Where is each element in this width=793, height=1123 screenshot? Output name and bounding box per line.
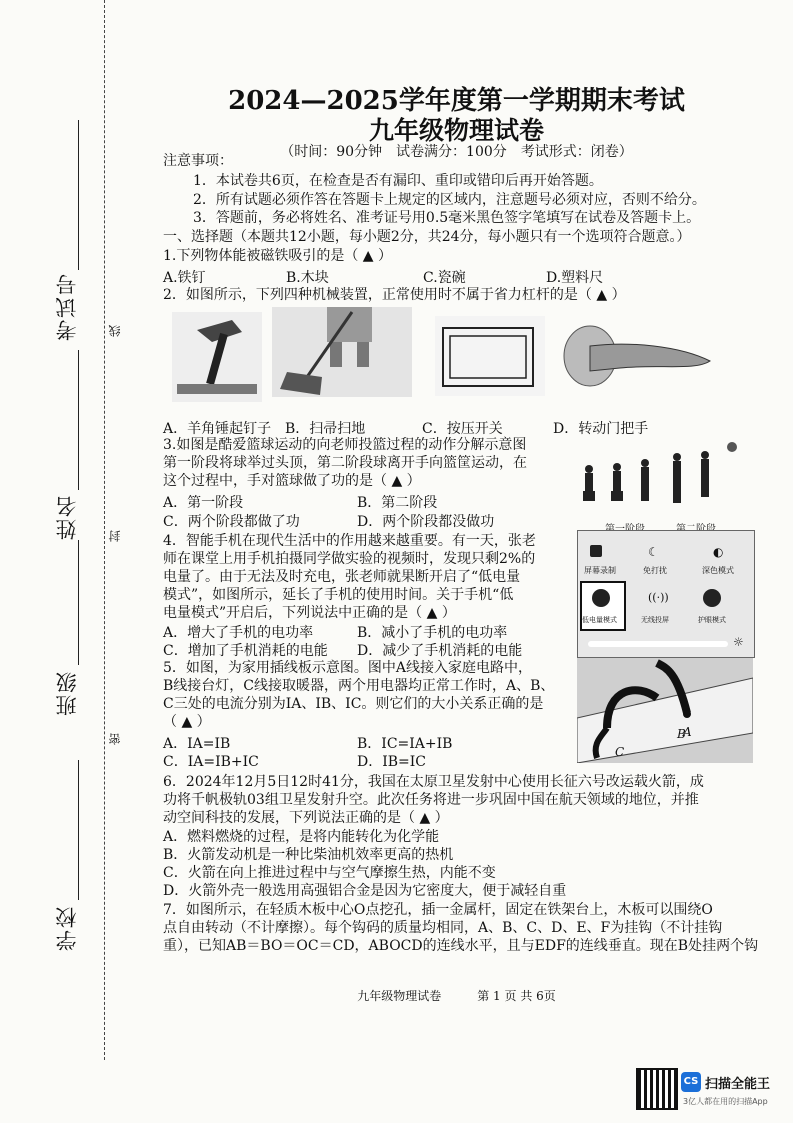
record-icon <box>590 545 602 557</box>
question-3-option-d: D．两个阶段都没做功 <box>357 514 495 530</box>
question-3-line: 第一阶段将球举过头顶，第二阶段球离开手向篮筐运动，在 <box>163 455 527 471</box>
question-5-line: C三处的电流分别为IA、IB、IC。则它们的大小关系正确的是 <box>163 696 544 712</box>
question-2-option-a: A．羊角锤起钉子 <box>163 421 272 437</box>
question-1-option-b: B.木块 <box>286 270 329 286</box>
question-4-option-b: B．减小了手机的电功率 <box>357 625 508 641</box>
question-4-line: 电量模式”开启后，下列说法中正确的是（ ▲ ） <box>163 605 456 621</box>
question-6-option-b: B．火箭发动机是一种比柴油机效率更高的热机 <box>163 847 454 863</box>
figure-label-b: B <box>677 727 686 741</box>
seal-mark-secret: 密 <box>108 733 122 745</box>
question-2-option-c: C．按压开关 <box>422 421 503 437</box>
qr-code-icon <box>636 1068 678 1110</box>
question-1-option-c: C.瓷碗 <box>423 270 466 286</box>
hammer-figure <box>172 312 262 402</box>
question-1-option-d: D.塑料尺 <box>546 270 604 286</box>
side-label-name: 姓名 <box>55 494 79 540</box>
question-4-option-a: A．增大了手机的电功率 <box>163 625 314 641</box>
exam-subtitle: 九年级物理试卷 <box>368 116 544 145</box>
question-6-option-c: C．火箭在向上推进过程中与空气摩擦生热，内能不变 <box>163 865 496 881</box>
question-5-option-a: A．IA=IB <box>163 736 231 752</box>
figure-label-do-not-disturb: 免打扰 <box>643 566 667 575</box>
question-3-line: 这个过程中，手对篮球做了功的是（ ▲ ） <box>163 473 421 489</box>
question-5-line: 5．如图，为家用插线板示意图。图中A线接入家庭电路中， <box>163 660 533 676</box>
notes-heading: 注意事项： <box>163 153 233 169</box>
question-4-line: 模式”，如图所示，延长了手机的使用时间。关于手机“低 <box>163 587 514 603</box>
phone-control-panel-figure <box>577 530 755 658</box>
question-6-line: 6．2024年12月5日12时41分，我国在太原卫星发射中心使用长征六号改运载火箭，成 <box>163 774 704 790</box>
exam-title: 2024—2025学年度第一学期期末考试 <box>228 86 685 116</box>
exam-meta: （时间：90分钟 试卷满分：100分 考试形式：闭卷） <box>280 144 633 160</box>
seal-mark-line: 线 <box>108 325 122 337</box>
question-6-option-a: A．燃料燃烧的过程，是将内能转化为化学能 <box>163 829 440 845</box>
seal-mark-seal: 封 <box>108 530 122 542</box>
scanner-app-tagline: 3亿人都在用的扫描App <box>683 1097 768 1106</box>
question-6-line: 功将千帆极轨03组卫星发射升空。此次任务将进一步巩固中国在航天领域的地位，并推 <box>163 792 699 808</box>
figure-label-eye-protect: 护眼模式 <box>698 616 726 624</box>
eye-protect-icon <box>703 589 721 607</box>
class-blank <box>78 540 79 665</box>
switch-figure <box>435 316 545 396</box>
question-5-option-c: C．IA=IB+IC <box>163 754 259 770</box>
school-blank <box>78 760 79 900</box>
question-7-line: 重），已知AB＝BO＝OC＝CD，ABOCD的连线水平，且与EDF的连线垂直。现在B处挂两个钩 <box>163 938 759 954</box>
door-handle-figure <box>560 316 720 401</box>
question-2-stem: 2．如图所示，下列四种机械装置，正常使用时不属于省力杠杆的是（ ▲ ） <box>163 287 626 303</box>
question-5-option-d: D．IB=IC <box>357 754 427 770</box>
brightness-slider <box>588 641 728 647</box>
note-item: 2．所有试题必须作答在答题卡上规定的区域内，注意题号必须对应，否则不给分。 <box>193 192 706 208</box>
question-3-line: 3.如图是酷爱篮球运动的向老师投篮过程的动作分解示意图 <box>163 437 527 453</box>
side-label-exam-number: 考试号 <box>55 272 79 341</box>
name-blank <box>78 350 79 490</box>
question-1-option-a: A.铁钉 <box>163 270 206 286</box>
basketball-figure <box>577 437 752 517</box>
sun-icon: ☼ <box>733 635 744 649</box>
question-5-option-b: B．IC=IA+IB <box>357 736 453 752</box>
question-6-line: 动空间科技的发展，下列说法正确的是（ ▲ ） <box>163 810 449 826</box>
question-7-line: 7．如图所示，在轻质木板中心O点挖孔，插一金属杆，固定在铁架台上，木板可以围绕O <box>163 902 713 918</box>
note-item: 1．本试卷共6页，在检查是否有漏印、重印或错印后再开始答题。 <box>193 173 603 189</box>
note-item: 3．答题前，务必将姓名、准考证号用0.5毫米黑色签字笔填写在试卷及答题卡上。 <box>193 210 701 226</box>
dark-mode-icon: ◐ <box>713 545 724 559</box>
question-3-option-c: C．两个阶段都做了功 <box>163 514 300 530</box>
battery-icon <box>592 589 610 607</box>
question-2-option-b: B．扫帚扫地 <box>285 421 366 437</box>
figure-label-screen-record: 屏幕录制 <box>584 566 616 575</box>
question-4-option-d: D．减少了手机消耗的电能 <box>357 643 523 659</box>
broom-figure <box>272 307 412 397</box>
question-5-line: B线接台灯，C线接取暖器，两个用电器均正常工作时，A、B、 <box>163 678 555 694</box>
page-footer: 九年级物理试卷 第 1 页 共 6页 <box>357 989 556 1003</box>
side-label-class: 班级 <box>55 670 79 716</box>
question-5-line: （ ▲ ） <box>163 714 211 730</box>
figure-label-low-power: 低电量模式 <box>582 616 617 624</box>
cast-icon: ((·)) <box>648 591 669 604</box>
figure-label-c: C <box>615 745 625 759</box>
question-4-line: 4．智能手机在现代生活中的作用越来越重要。有一天，张老 <box>163 533 536 549</box>
question-1-stem: 1.下列物体能被磁铁吸引的是（ ▲ ） <box>163 248 393 264</box>
camscanner-logo-icon: CS <box>681 1072 701 1092</box>
question-4-line: 电量了。由于无法及时充电，张老师就果断开启了“低电量 <box>163 569 521 585</box>
side-label-school: 学校 <box>55 905 79 951</box>
question-6-option-d: D．火箭外壳一般选用高强铝合金是因为它密度大，便于减轻自重 <box>163 883 567 899</box>
figure-label-a: A <box>683 725 692 739</box>
question-4-option-c: C．增加了手机消耗的电能 <box>163 643 328 659</box>
figure-label-cast: 无线投屏 <box>641 616 669 624</box>
question-4-line: 师在课堂上用手机拍摄同学做实验的视频时，发现只剩2%的 <box>163 551 536 567</box>
question-3-option-b: B．第二阶段 <box>357 495 438 511</box>
question-7-line: 点自由转动（不计摩擦）。每个钩码的质量均相同，A、B、C、D、E、F为挂钩（不计挂钩 <box>163 920 723 936</box>
question-3-option-a: A．第一阶段 <box>163 495 244 511</box>
section-heading: 一、选择题（本题共12小题，每小题2分，共24分，每小题只有一个选项符合题意。） <box>163 229 691 245</box>
figure-label-dark-mode: 深色模式 <box>702 566 734 575</box>
power-strip-figure <box>577 658 753 763</box>
scanner-app-name: 扫描全能王 <box>705 1077 771 1092</box>
question-2-option-d: D．转动门把手 <box>553 421 649 437</box>
moon-icon: ☾ <box>648 545 659 559</box>
